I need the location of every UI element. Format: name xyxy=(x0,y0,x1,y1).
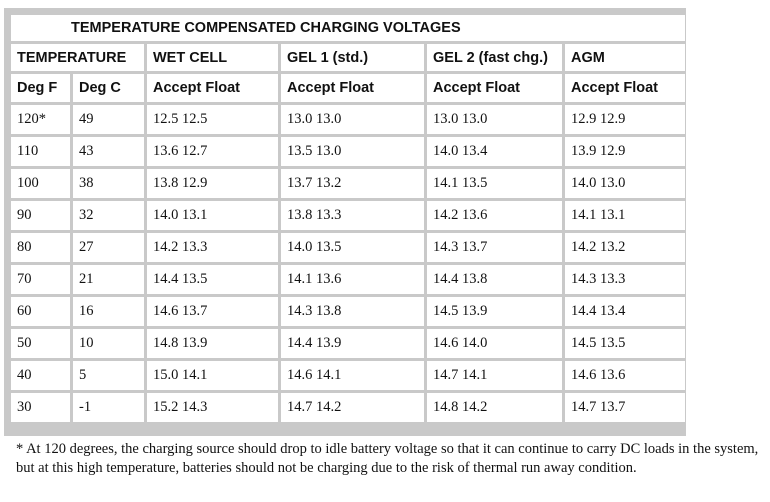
table-row xyxy=(11,137,685,166)
cell-deg-f: 120* xyxy=(11,105,70,134)
cell-gel2: 14.4 13.8 xyxy=(427,265,562,294)
cell-deg-c: 49 xyxy=(73,105,144,134)
cell-wet-cell: 13.6 12.7 xyxy=(147,137,278,166)
cell-deg-c: -1 xyxy=(73,393,144,422)
cell-wet-cell: 14.2 13.3 xyxy=(147,233,278,262)
cell-gel2: 14.1 13.5 xyxy=(427,169,562,198)
cell-wet-cell: 15.0 14.1 xyxy=(147,361,278,390)
cell-deg-f: 70 xyxy=(11,265,70,294)
table-row xyxy=(11,329,685,358)
cell-deg-f: 100 xyxy=(11,169,70,198)
cell-deg-c: 43 xyxy=(73,137,144,166)
table-row xyxy=(11,393,685,422)
cell-deg-f: 50 xyxy=(11,329,70,358)
cell-deg-c: 16 xyxy=(73,297,144,326)
subheader-deg-c: Deg C xyxy=(73,74,144,102)
subheader-wet-cell: Accept Float xyxy=(147,74,278,102)
subheader-gel2: Accept Float xyxy=(427,74,562,102)
subheader-agm: Accept Float xyxy=(565,74,685,102)
cell-gel1: 13.0 13.0 xyxy=(281,105,424,134)
cell-gel1: 14.6 14.1 xyxy=(281,361,424,390)
table-row xyxy=(11,105,685,134)
header-agm: AGM xyxy=(565,44,685,71)
cell-wet-cell: 14.4 13.5 xyxy=(147,265,278,294)
voltage-table-frame xyxy=(4,8,686,436)
cell-gel1: 14.7 14.2 xyxy=(281,393,424,422)
cell-agm: 14.0 13.0 xyxy=(565,169,685,198)
header-gel1: GEL 1 (std.) xyxy=(281,44,424,71)
table-row xyxy=(11,361,685,390)
cell-deg-c: 21 xyxy=(73,265,144,294)
table-row xyxy=(11,201,685,230)
cell-gel1: 13.7 13.2 xyxy=(281,169,424,198)
cell-deg-c: 5 xyxy=(73,361,144,390)
cell-agm: 14.6 13.6 xyxy=(565,361,685,390)
cell-wet-cell: 14.0 13.1 xyxy=(147,201,278,230)
cell-deg-f: 30 xyxy=(11,393,70,422)
voltage-table xyxy=(8,12,688,425)
cell-gel1: 14.0 13.5 xyxy=(281,233,424,262)
cell-wet-cell: 15.2 14.3 xyxy=(147,393,278,422)
cell-gel2: 14.0 13.4 xyxy=(427,137,562,166)
table-row xyxy=(11,233,685,262)
cell-deg-c: 27 xyxy=(73,233,144,262)
cell-wet-cell: 12.5 12.5 xyxy=(147,105,278,134)
cell-gel2: 14.8 14.2 xyxy=(427,393,562,422)
cell-gel2: 14.5 13.9 xyxy=(427,297,562,326)
cell-agm: 14.7 13.7 xyxy=(565,393,685,422)
table-title: TEMPERATURE COMPENSATED CHARGING VOLTAGES xyxy=(11,15,685,41)
cell-deg-f: 80 xyxy=(11,233,70,262)
cell-deg-f: 60 xyxy=(11,297,70,326)
cell-deg-f: 40 xyxy=(11,361,70,390)
cell-agm: 14.2 13.2 xyxy=(565,233,685,262)
cell-gel2: 14.3 13.7 xyxy=(427,233,562,262)
cell-deg-f: 110 xyxy=(11,137,70,166)
cell-agm: 14.4 13.4 xyxy=(565,297,685,326)
cell-gel1: 13.8 13.3 xyxy=(281,201,424,230)
cell-gel2: 13.0 13.0 xyxy=(427,105,562,134)
cell-wet-cell: 14.8 13.9 xyxy=(147,329,278,358)
cell-deg-c: 38 xyxy=(73,169,144,198)
cell-gel1: 14.3 13.8 xyxy=(281,297,424,326)
cell-gel1: 13.5 13.0 xyxy=(281,137,424,166)
cell-wet-cell: 13.8 12.9 xyxy=(147,169,278,198)
table-row xyxy=(11,297,685,326)
cell-gel2: 14.2 13.6 xyxy=(427,201,562,230)
cell-agm: 13.9 12.9 xyxy=(565,137,685,166)
header-temperature: TEMPERATURE xyxy=(11,44,144,71)
cell-gel2: 14.6 14.0 xyxy=(427,329,562,358)
table-row xyxy=(11,265,685,294)
footnote: * At 120 degrees, the charging source should drop to idle battery voltage so that it can continue to carry DC loads in the system, but at this high temperature, batteries should not be charging due to the risk of thermal run away condition. xyxy=(16,441,759,476)
table-row xyxy=(11,169,685,198)
cell-deg-c: 32 xyxy=(73,201,144,230)
header-gel2: GEL 2 (fast chg.) xyxy=(427,44,562,71)
cell-agm: 14.1 13.1 xyxy=(565,201,685,230)
cell-deg-c: 10 xyxy=(73,329,144,358)
cell-agm: 14.3 13.3 xyxy=(565,265,685,294)
subheader-deg-f: Deg F xyxy=(11,74,70,102)
cell-agm: 14.5 13.5 xyxy=(565,329,685,358)
cell-agm: 12.9 12.9 xyxy=(565,105,685,134)
cell-gel1: 14.4 13.9 xyxy=(281,329,424,358)
cell-gel2: 14.7 14.1 xyxy=(427,361,562,390)
subheader-gel1: Accept Float xyxy=(281,74,424,102)
cell-gel1: 14.1 13.6 xyxy=(281,265,424,294)
cell-deg-f: 90 xyxy=(11,201,70,230)
cell-wet-cell: 14.6 13.7 xyxy=(147,297,278,326)
header-wet-cell: WET CELL xyxy=(147,44,278,71)
